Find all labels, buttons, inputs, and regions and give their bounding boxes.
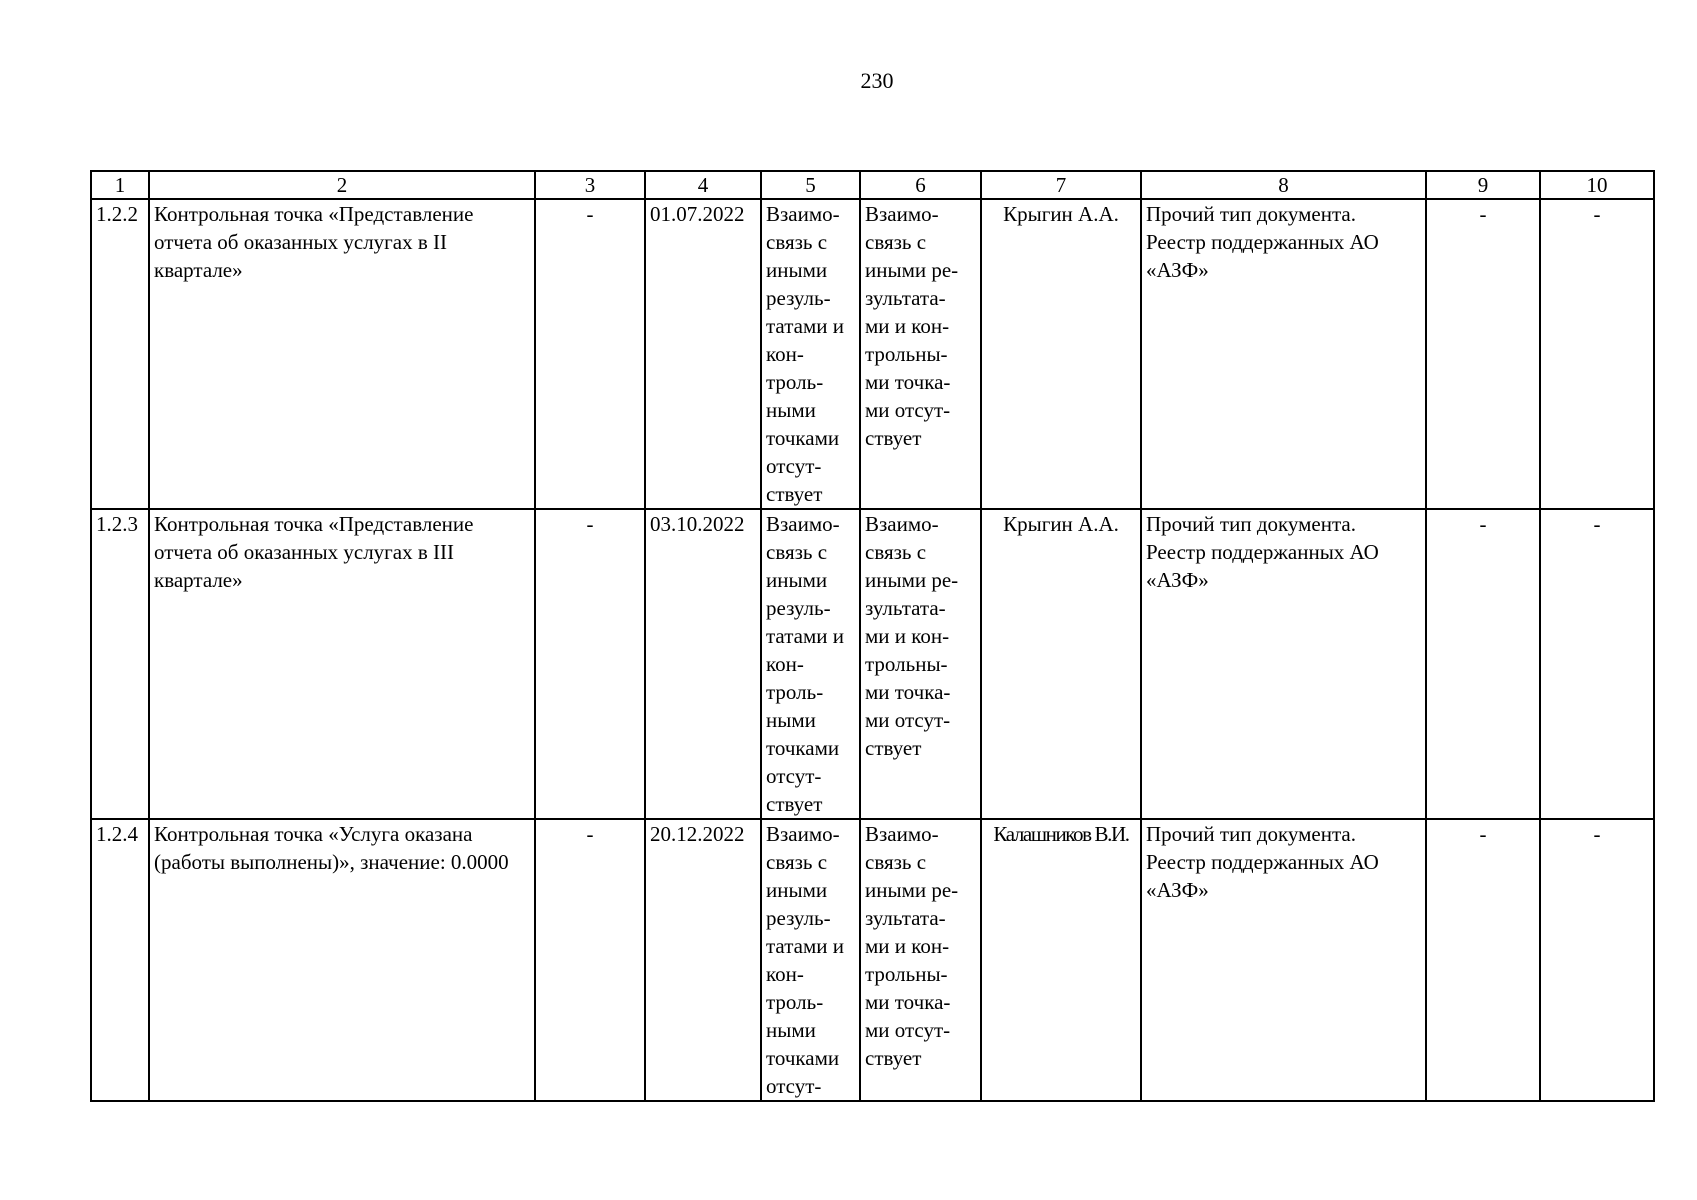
column-header: 4 <box>645 171 761 199</box>
row-number: 1.2.4 <box>91 819 149 1101</box>
relation-results: Взаимо- связь с иными резуль- татами и кон- троль- ными точками отсут- ствует <box>761 509 860 819</box>
cell-col10: - <box>1540 199 1654 509</box>
cell-col3: - <box>535 819 645 1101</box>
relation-results-alt: Взаимо- связь с иными ре- зультата- ми и кон- трольны- ми точка- ми отсут- ствует <box>860 509 981 819</box>
column-header: 9 <box>1426 171 1540 199</box>
relation-results-alt: Взаимо- связь с иными ре- зультата- ми и кон- трольны- ми точка- ми отсут- ствует <box>860 199 981 509</box>
column-header: 8 <box>1141 171 1426 199</box>
relation-results: Взаимо- связь с иными резуль- татами и кон- троль- ными точками отсут- <box>761 819 860 1101</box>
milestone-date: 03.10.2022 <box>645 509 761 819</box>
cell-col9: - <box>1426 199 1540 509</box>
responsible-person: Крыгин А.А. <box>981 509 1141 819</box>
cell-col3: - <box>535 509 645 819</box>
column-header: 1 <box>91 171 149 199</box>
plan-table <box>90 170 1655 1102</box>
document-type: Прочий тип документа. Реестр поддержанных АО «АЗФ» <box>1141 509 1426 819</box>
milestone-date: 01.07.2022 <box>645 199 761 509</box>
column-header: 6 <box>860 171 981 199</box>
row-number: 1.2.2 <box>91 199 149 509</box>
column-header: 5 <box>761 171 860 199</box>
column-header: 7 <box>981 171 1141 199</box>
relation-results: Взаимо- связь с иными резуль- татами и кон- троль- ными точками отсут- ствует <box>761 199 860 509</box>
page-number: 230 <box>860 68 894 93</box>
table-row <box>91 509 1654 819</box>
responsible-person: Крыгин А.А. <box>981 199 1141 509</box>
cell-col3: - <box>535 199 645 509</box>
table-row <box>91 819 1654 1101</box>
column-header: 3 <box>535 171 645 199</box>
milestone-name: Контрольная точка «Представление отчета об оказанных услугах в III квартале» <box>149 509 535 819</box>
column-header: 2 <box>149 171 535 199</box>
cell-col10: - <box>1540 509 1654 819</box>
header-row <box>91 171 1654 199</box>
cell-col9: - <box>1426 819 1540 1101</box>
responsible-person: Калашников В.И. <box>981 819 1141 1101</box>
cell-col10: - <box>1540 819 1654 1101</box>
milestone-date: 20.12.2022 <box>645 819 761 1101</box>
row-number: 1.2.3 <box>91 509 149 819</box>
column-header: 10 <box>1540 171 1654 199</box>
document-type: Прочий тип документа. Реестр поддержанных АО «АЗФ» <box>1141 199 1426 509</box>
table-row <box>91 199 1654 509</box>
cell-col9: - <box>1426 509 1540 819</box>
relation-results-alt: Взаимо- связь с иными ре- зультата- ми и кон- трольны- ми точка- ми отсут- ствует <box>860 819 981 1101</box>
document-type: Прочий тип документа. Реестр поддержанных АО «АЗФ» <box>1141 819 1426 1101</box>
milestone-name: Контрольная точка «Услуга оказана (работы выполнены)», значение: 0.0000 <box>149 819 535 1101</box>
milestone-name: Контрольная точка «Представление отчета об оказанных услугах в II квартале» <box>149 199 535 509</box>
